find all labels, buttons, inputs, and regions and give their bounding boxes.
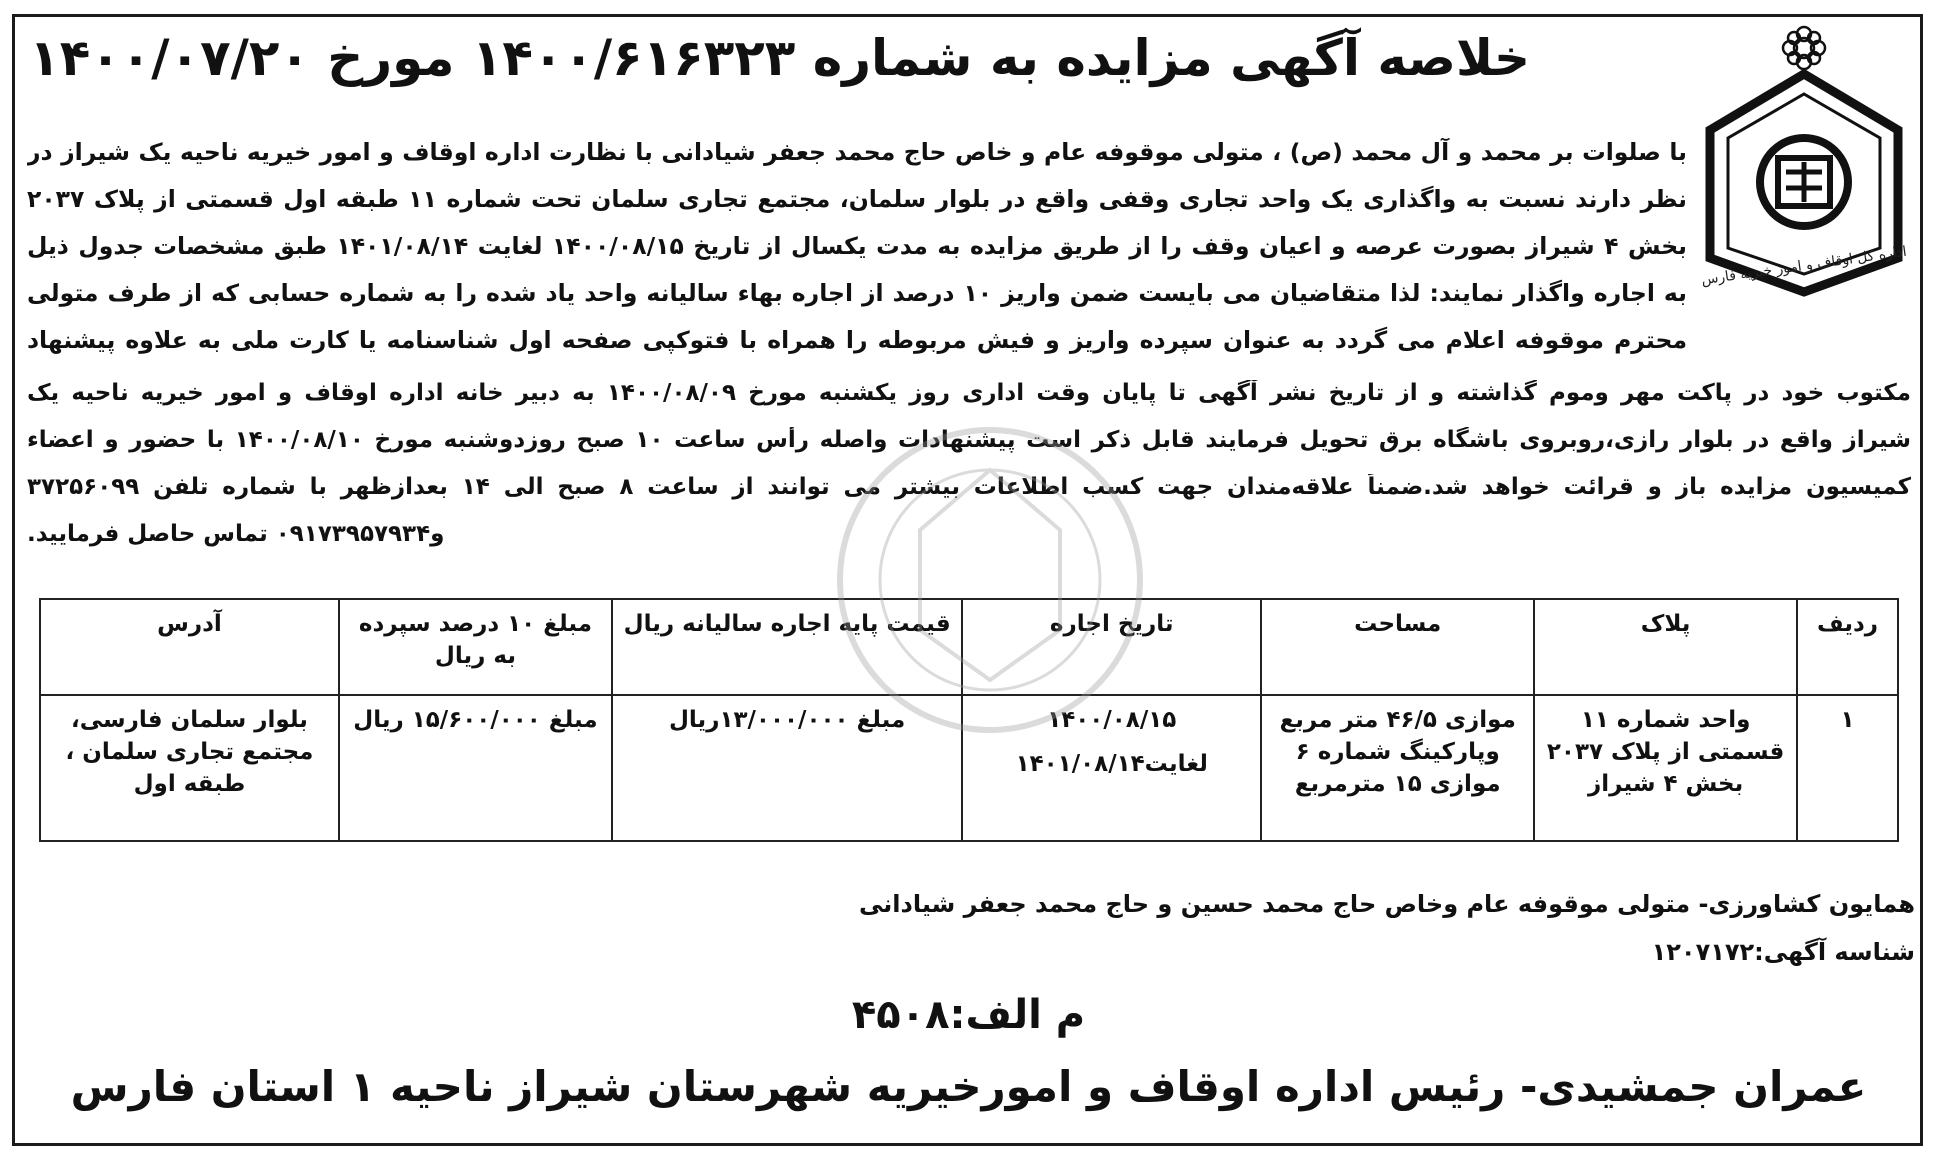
body-line: و۰۹۱۷۳۹۵۷۹۳۴ تماس حاصل فرمایید.	[27, 521, 445, 547]
ad-id: شناسه آگهی:۱۲۰۷۱۷۲	[1651, 938, 1915, 966]
ad-code: م الف:۴۵۰۸	[851, 992, 1086, 1038]
logo-caption: اداره کل اوقاف و امور خیریه فارس	[1700, 243, 1908, 289]
lease-date-to: لغایت۱۴۰۱/۰۸/۱۴	[1015, 751, 1208, 777]
body-line: با صلوات بر محمد و آل محمد (ص) ، متولی موقوفه عام و خاص حاج محمد جعفر شیادانی با نظارت اداره اوقاف و امور خیریه ناحیه یک شیراز در	[27, 138, 1687, 166]
col-header-plaque: پلاک	[1534, 599, 1797, 695]
body-line: کمیسیون مزایده باز و قرائت خواهد شد.ضمناً علاقه‌مندان جهت کسب اطلاعات بیشتر می توانند از ساعت ۸ صبح الی ۱۴ بعدازظهر با شماره تلفن ۳۷۲۵۶۰۹۹	[27, 474, 1911, 500]
table-header-row	[40, 599, 1898, 695]
cell-area: موازی ۴۶/۵ متر مربع وپارکینگ شماره ۶ موازی ۱۵ مترمربع	[1261, 695, 1534, 841]
footer-signatory: عمران جمشیدی- رئیس اداره اوقاف و امورخیریه شهرستان شیراز ناحیه ۱ استان فارس	[70, 1062, 1867, 1111]
auction-table	[39, 598, 1899, 842]
body-line: شیراز واقع در بلوار رازی،روبروی باشگاه برق تحویل فرمایند قابل ذکر است پیشنهادات واصله رأس ساعت ۱۰ صبح روزدوشنبه مورخ ۱۴۰۰/۰۸/۱۰ با حضور و اعضاء	[27, 427, 1911, 453]
notice-frame	[12, 14, 1923, 1146]
body-line: به اجاره واگذار نمایند: لذا متقاضیان می بایست ضمن واریز ۱۰ درصد از اجاره بهاء سالیانه واحد یاد شده را به شماره حسابی که از طرف متولی	[27, 279, 1687, 307]
cell-address: بلوار سلمان فارسی، مجتمع تجاری سلمان ، طبقه اول	[40, 695, 339, 841]
cell-base-price: مبلغ ۱۳/۰۰۰/۰۰۰ریال	[612, 695, 962, 841]
cell-plaque: واحد شماره ۱۱ قسمتی از پلاک ۲۰۳۷ بخش ۴ شیراز	[1534, 695, 1797, 841]
signature-line: همایون کشاورزی- متولی موقوفه عام وخاص حاج محمد حسین و حاج محمد جعفر شیادانی	[859, 890, 1915, 918]
col-header-lease-date: تاریخ اجاره	[962, 599, 1261, 695]
body-line: محترم موقوفه اعلام می گردد به عنوان سپرده واریز و فیش مربوطه را همراه با فتوکپی صفحه اول شناسنامه یا کارت ملی به علاوه پیشنهاد	[27, 326, 1687, 354]
cell-row-number: ۱	[1797, 695, 1898, 841]
col-header-base-price: قیمت پایه اجاره سالیانه ریال	[612, 599, 962, 695]
col-header-address: آدرس	[40, 599, 339, 695]
col-header-deposit: مبلغ ۱۰ درصد سپرده به ریال	[339, 599, 612, 695]
notice-title: خلاصه آگهی مزایده به شماره ۱۴۰۰/۶۱۶۳۲۳ مورخ ۱۴۰۰/۰۷/۲۰	[29, 29, 1530, 87]
lease-date-from: ۱۴۰۰/۰۸/۱۵	[1047, 707, 1177, 733]
cell-lease-date	[962, 695, 1261, 841]
col-header-area: مساحت	[1261, 599, 1534, 695]
cell-deposit: مبلغ ۱۵/۶۰۰/۰۰۰ ریال	[339, 695, 612, 841]
body-line: بخش ۴ شیراز بصورت عرصه و اعیان وقف را از طریق مزایده به مدت یکسال از تاریخ ۱۴۰۰/۰۸/۱۵ لغایت ۱۴۰۱/۰۸/۱۴ طبق مشخصات جدول ذیل	[27, 232, 1687, 260]
awqaf-logo	[1688, 22, 1920, 312]
table-row	[40, 695, 1898, 841]
col-header-row-number: ردیف	[1797, 599, 1898, 695]
body-line: نظر دارند نسبت به واگذاری یک واحد تجاری وقفی واقع در بلوار سلمان، مجتمع تجاری سلمان تحت شماره ۱۱ طبقه اول قسمتی از پلاک ۲۰۳۷	[27, 185, 1687, 213]
body-line: مکتوب خود در پاکت مهر وموم گذاشته و از تاریخ نشر آگهی تا پایان وقت اداری روز یکشنبه مورخ ۱۴۰۰/۰۸/۰۹ به دبیر خانه اداره اوقاف و امور خیریه ناحیه یک	[27, 380, 1911, 406]
